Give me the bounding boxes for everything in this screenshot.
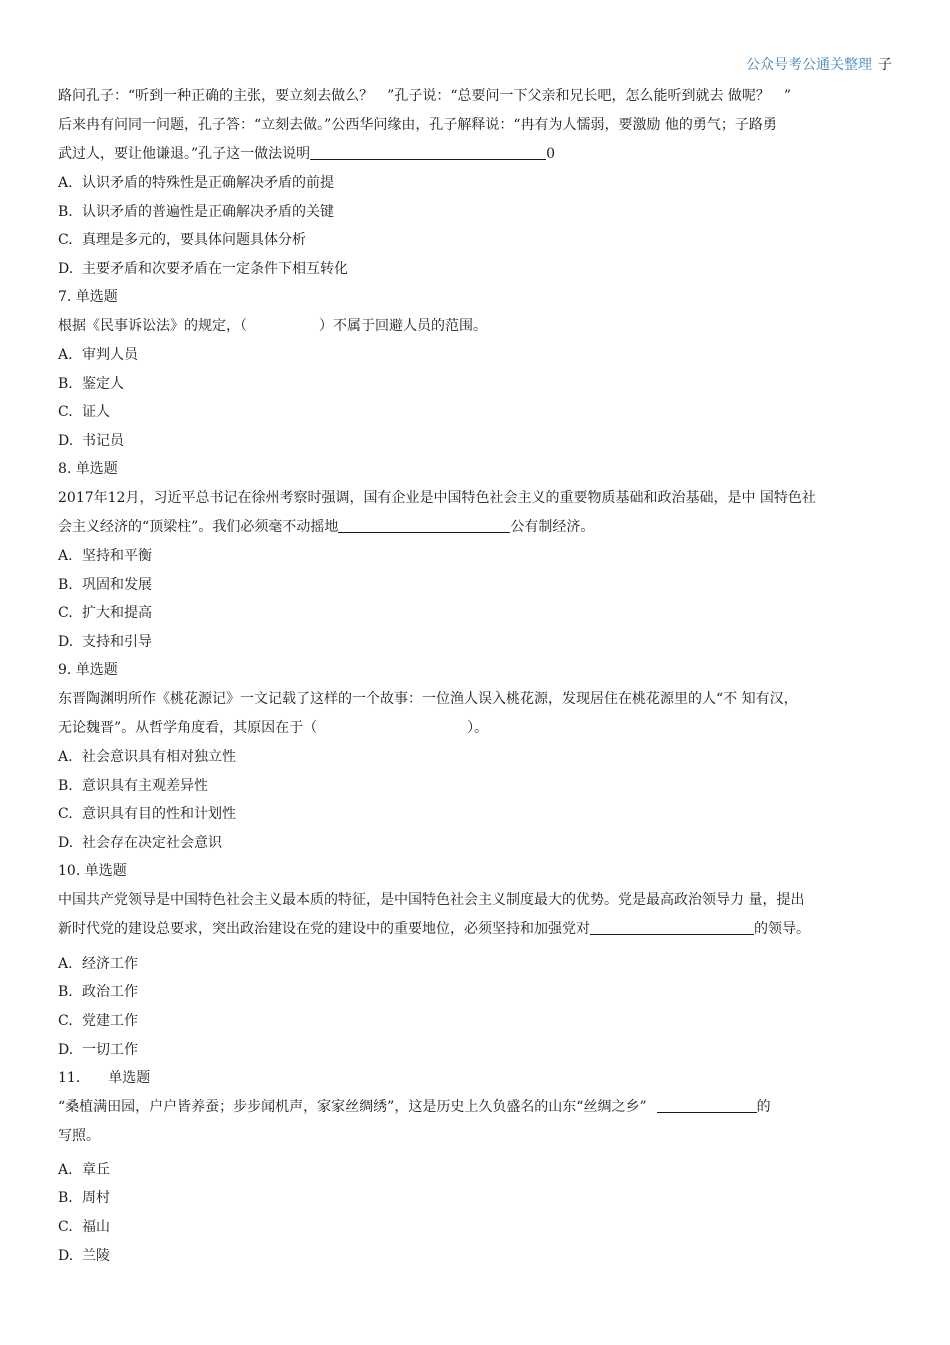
- option-text: 认识矛盾的普遍性是正确解决矛盾的关键: [82, 203, 334, 220]
- question-stem-line: [58, 312, 908, 341]
- question-stem-line: 中国共产党领导是中国特色社会主义最本质的特征，是中国特色社会主义制度最大的优势。党是最高政治领导力 量，提出: [58, 891, 805, 908]
- option-letter: C.: [58, 1013, 73, 1030]
- question-7: [58, 283, 908, 455]
- question-stem-line: 后来冉有问同一问题，孔子答：“立刻去做。”公西华问缘由，孔子解释说：“冉有为人懦弱，要激励 他的勇气；子路勇: [58, 117, 777, 133]
- option-a[interactable]: [58, 341, 908, 370]
- option-letter: B.: [58, 1190, 73, 1207]
- option-a[interactable]: [58, 950, 908, 979]
- option-text: 经济工作: [82, 955, 138, 972]
- question-stem-line: [58, 513, 908, 542]
- option-letter: A.: [58, 175, 73, 191]
- question-stem-tail: 0: [546, 146, 556, 162]
- option-a[interactable]: [58, 542, 908, 571]
- option-c[interactable]: [58, 800, 908, 829]
- option-letter: C.: [58, 806, 73, 823]
- option-letter: C.: [58, 1219, 73, 1236]
- question-stem-line: 路问孔子：“听到一种正确的主张，要立刻去做么？ ”孔子说：“总要问一下父亲和兄长吧，怎么能听到就去 做呢？ ”: [58, 88, 792, 104]
- question-stem-text: 的领导。: [754, 920, 810, 937]
- question-stem-text: “桑植满田园，户户皆养蚕；步步闻机声，家家丝绸绣”，这是历史上久负盛名的山东“丝绸之乡”: [58, 1098, 647, 1115]
- option-b[interactable]: [58, 571, 908, 600]
- option-text: 意识具有主观差异性: [82, 777, 208, 794]
- option-text: 一切工作: [82, 1041, 138, 1058]
- option-letter: B.: [58, 375, 73, 392]
- question-type: 7. 单选题: [58, 289, 118, 306]
- question-type: [58, 1064, 908, 1093]
- page-header: [746, 54, 892, 74]
- option-text: 意识具有目的性和计划性: [82, 806, 236, 823]
- option-d[interactable]: [58, 829, 908, 858]
- option-text: 认识矛盾的特殊性是正确解决矛盾的前提: [82, 175, 334, 191]
- option-b[interactable]: [58, 370, 908, 399]
- option-letter: B.: [58, 203, 73, 220]
- header-brand: 公众号考公通关整理: [746, 57, 872, 73]
- question-stem-line: [58, 714, 908, 743]
- option-c[interactable]: [58, 1213, 908, 1242]
- question-stem-text: 的: [756, 1098, 771, 1115]
- question-stem-line: 东晋陶渊明所作《桃花源记》一文记载了这样的一个故事：一位渔人误入桃花源，发现居住在桃花源里的人“不 知有汉，: [58, 690, 798, 707]
- question-stem-line: [58, 1093, 908, 1122]
- question-9: [58, 656, 908, 857]
- option-letter: C.: [58, 232, 73, 249]
- option-d[interactable]: [58, 1242, 908, 1271]
- question-number: 11.: [58, 1070, 81, 1087]
- question-stem-line: [58, 915, 908, 950]
- question-type: 10. 单选题: [58, 863, 127, 880]
- question-8: [58, 455, 908, 656]
- option-text: 鉴定人: [82, 375, 124, 392]
- option-letter: B.: [58, 984, 73, 1001]
- option-c[interactable]: [58, 226, 908, 255]
- option-text: 审判人员: [82, 346, 138, 363]
- question-10: [58, 857, 908, 1064]
- option-letter: B.: [58, 576, 73, 593]
- option-letter: D.: [58, 1041, 74, 1058]
- option-text: 社会意识具有相对独立性: [82, 748, 236, 765]
- option-d[interactable]: [58, 427, 908, 456]
- question-stem-text: 公有制经济。: [510, 518, 595, 535]
- option-text: 证人: [82, 404, 110, 421]
- answer-blank[interactable]: [590, 918, 754, 935]
- option-text: 主要矛盾和次要矛盾在一定条件下相互转化: [82, 260, 348, 277]
- question-stem-line: 写照。: [58, 1127, 100, 1144]
- option-a[interactable]: [58, 1156, 908, 1185]
- option-text: 周村: [82, 1190, 110, 1207]
- option-c[interactable]: [58, 1007, 908, 1036]
- question-stem-text: 武过人，要让他谦退。”孔子这一做法说明: [58, 146, 311, 162]
- option-text: 巩固和发展: [82, 576, 152, 593]
- question-stem-text: ）。: [467, 719, 489, 736]
- option-letter: C.: [58, 605, 73, 622]
- question-type-label: 单选题: [108, 1070, 151, 1087]
- question-stem-text: ）不属于回避人员的范围。: [319, 317, 487, 334]
- question-6: [58, 82, 908, 283]
- option-a[interactable]: [58, 743, 908, 772]
- answer-blank[interactable]: [310, 143, 546, 160]
- header-suffix: 子: [878, 57, 892, 73]
- option-text: 坚持和平衡: [82, 547, 152, 564]
- option-text: 兰陵: [82, 1247, 110, 1264]
- option-letter: D.: [58, 1247, 74, 1264]
- option-text: 章丘: [82, 1161, 110, 1178]
- question-stem-text: 根据《民事诉讼法》的规定，（: [58, 317, 247, 334]
- option-letter: A.: [58, 748, 73, 765]
- option-letter: A.: [58, 547, 73, 564]
- option-b[interactable]: [58, 772, 908, 801]
- option-d[interactable]: [58, 255, 908, 284]
- option-d[interactable]: [58, 1036, 908, 1065]
- option-letter: B.: [58, 777, 73, 794]
- option-letter: D.: [58, 633, 74, 650]
- question-type: 8. 单选题: [58, 461, 118, 478]
- option-letter: A.: [58, 346, 73, 363]
- option-c[interactable]: [58, 599, 908, 628]
- option-d[interactable]: [58, 628, 908, 657]
- option-text: 政治工作: [82, 984, 138, 1001]
- option-c[interactable]: [58, 398, 908, 427]
- answer-blank[interactable]: [657, 1096, 757, 1113]
- option-letter: A.: [58, 1161, 73, 1178]
- option-b[interactable]: [58, 978, 908, 1007]
- option-text: 福山: [82, 1219, 110, 1236]
- option-letter: D.: [58, 432, 74, 449]
- question-stem-line: [58, 140, 908, 169]
- option-text: 书记员: [82, 432, 124, 449]
- option-letter: A.: [58, 955, 73, 972]
- option-a[interactable]: [58, 169, 908, 198]
- option-b[interactable]: [58, 1184, 908, 1213]
- question-stem-line: 2017年12月，习近平总书记在徐州考察时强调，国有企业是中国特色社会主义的重要物质基础和政治基础，是中 国特色社: [58, 489, 816, 506]
- option-letter: D.: [58, 260, 74, 277]
- option-text: 真理是多元的，要具体问题具体分析: [82, 232, 306, 249]
- option-text: 党建工作: [82, 1013, 138, 1030]
- question-type: 9. 单选题: [58, 662, 118, 679]
- question-stem-text: 会主义经济的“顶梁柱”。我们必须毫不动摇地: [58, 518, 339, 535]
- question-stem-text: 无论魏晋”。从哲学角度看，其原因在于（: [58, 719, 318, 736]
- option-letter: C.: [58, 404, 73, 421]
- question-stem-text: 新时代党的建设总要求，突出政治建设在党的建设中的重要地位，必须坚持和加强党对: [58, 920, 590, 937]
- option-letter: D.: [58, 834, 74, 851]
- option-text: 社会存在决定社会意识: [82, 834, 222, 851]
- option-text: 支持和引导: [82, 633, 152, 650]
- answer-blank[interactable]: [338, 516, 510, 533]
- option-text: 扩大和提高: [82, 605, 152, 622]
- question-11: [58, 1064, 908, 1270]
- option-b[interactable]: [58, 198, 908, 227]
- question-content: [58, 82, 908, 1270]
